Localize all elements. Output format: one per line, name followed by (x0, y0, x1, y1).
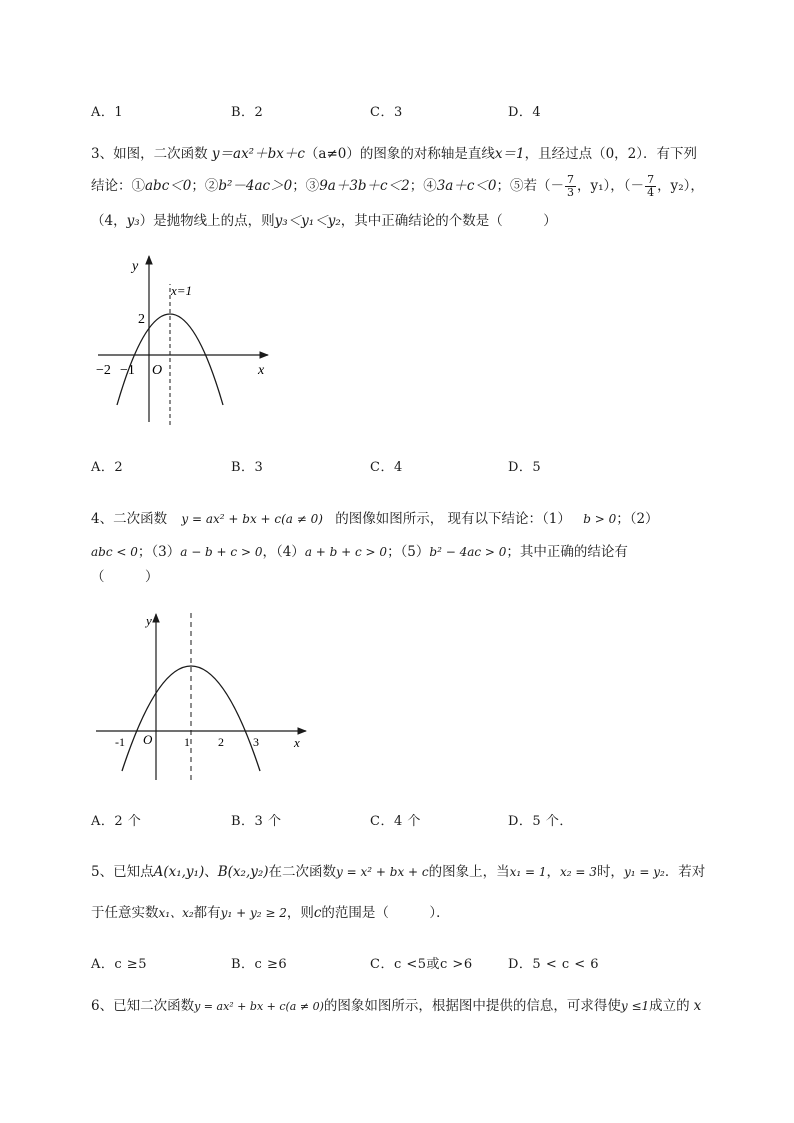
q2-option-d[interactable]: D．4 (508, 105, 542, 120)
q4-option-d[interactable]: D．5 个． (508, 814, 573, 829)
q5-option-a[interactable]: A．c ≥5 (91, 957, 147, 972)
q4-option-c[interactable]: C．4 个 (370, 814, 421, 829)
q4-x-tick-1: 1 (184, 735, 190, 749)
q4-parabola-curve (122, 666, 260, 771)
q3-x-tick-minus2: −2 (96, 363, 111, 378)
q6-stem-line1: 6、已知二次函数y = ax² + bx + c(a ≠ 0)的图象如图所示，根据图中提供的信息，可求得使y ≤1成立的 x (91, 998, 702, 1014)
q3-fraction-2: $\frac{7}{4}$ (647, 173, 655, 199)
q3-option-b[interactable]: B．3 (231, 460, 264, 475)
q4-origin-label: O (143, 732, 153, 747)
q3-fraction-1: $\frac{7}{3}$ (567, 173, 575, 199)
q5-stem-line1: 5、已知点A(x₁,y₁)、B(x₂,y₂)在二次函数y = x² + bx + c的图象上，当x₁ = 1，x₂ = 3时，y₁ = y₂．若对 (91, 864, 706, 880)
q3-origin-label: O (152, 363, 163, 378)
q3-stem-line3: （4，y₃）是抛物线上的点，则y₃＜y₁＜y₂，其中正确结论的个数是（ ） (91, 213, 557, 229)
q3-y-tick-2: 2 (138, 312, 145, 327)
q3-option-c[interactable]: C．4 (370, 460, 403, 475)
q4-x-label: x (294, 735, 300, 750)
q3-y-label: y (132, 259, 139, 274)
q5-option-d[interactable]: D．5 < c < 6 (508, 957, 600, 972)
q3-option-d[interactable]: D．5 (508, 460, 542, 475)
q3-x-tick-minus1: −1 (120, 363, 135, 378)
q4-x-tick-3: 3 (253, 735, 259, 749)
q3-stem-line2: 结论：①abc＜0；②b²－4ac＞0；③9a＋3b＋c＜2；④3a＋c＜0；⑤若（－ $\frac{7}{3}$ ，y₁），（－ $\frac{7}{4}$ ，y₂）， (91, 173, 704, 199)
q5-stem-line2: 于任意实数x₁、x₂都有y₁ + y₂ ≥ 2，则c的范围是（ ）． (91, 905, 450, 921)
q4-option-b[interactable]: B．3 个 (231, 814, 282, 829)
q4-stem-line1: 4、二次函数 y = ax² + bx + c(a ≠ 0) 的图像如图所示， 现有以下结论：（1） b > 0；（2） (91, 511, 659, 527)
q4-stem-line3: （ ） (91, 569, 159, 585)
q3-x-label: x (258, 363, 265, 378)
q3-parabola-graph (90, 250, 280, 430)
q4-option-a[interactable]: A．2 个 (91, 814, 142, 829)
q4-x-tick-2: 2 (218, 735, 224, 749)
q4-parabola-graph (90, 608, 320, 788)
q2-option-c[interactable]: C．3 (370, 105, 403, 120)
q2-option-b[interactable]: B．2 (231, 105, 264, 120)
q3-axis-label: x=1 (171, 283, 193, 298)
q4-x-tick-minus1: -1 (115, 735, 125, 749)
q4-stem-line2: abc < 0；（3）a − b + c > 0，（4）a + b + c > 0；（5）b² − 4ac > 0；其中正确的结论有 (91, 544, 628, 560)
q5-option-c[interactable]: C．c <5或c >6 (370, 957, 473, 972)
q2-option-a[interactable]: A．1 (91, 105, 124, 120)
q3-option-a[interactable]: A．2 (91, 460, 124, 475)
q3-stem-line1: 3、如图，二次函数 y＝ax²＋bx＋c（a≠0）的图象的对称轴是直线x＝1，且经过点（0，2）．有下列 (91, 146, 698, 162)
q5-option-b[interactable]: B．c ≥6 (231, 957, 288, 972)
q4-y-label: y (146, 613, 152, 628)
